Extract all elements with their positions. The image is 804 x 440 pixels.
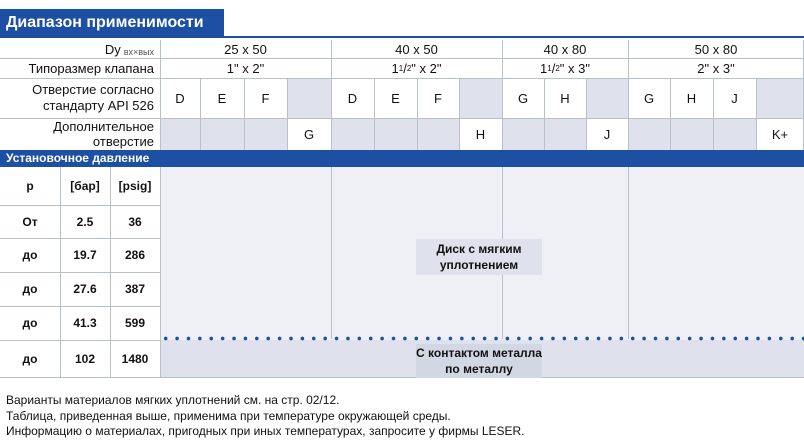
pressure-p-cell: до bbox=[22, 316, 38, 330]
pressure-psig-cell: 286 bbox=[124, 248, 146, 262]
grid-line bbox=[544, 78, 545, 150]
col-bar: [бар] bbox=[70, 179, 100, 193]
extra-empty-cell bbox=[713, 118, 756, 150]
grid-line bbox=[502, 40, 503, 150]
grid-line bbox=[0, 306, 160, 307]
grid-line bbox=[586, 78, 587, 150]
orifice-letter: D bbox=[347, 90, 358, 106]
extra-empty-cell bbox=[374, 118, 417, 150]
orifice-letter: D bbox=[175, 90, 185, 106]
orifice-letter: H bbox=[560, 90, 570, 106]
metal-contact-label bbox=[416, 344, 542, 378]
grid-line bbox=[200, 78, 201, 150]
orifice-letter: G bbox=[517, 90, 529, 106]
set-pressure-band: Установочное давление bbox=[0, 150, 804, 167]
orifice-letter: J bbox=[731, 90, 738, 106]
valve-size: 1 1 / 2 " x 2" bbox=[391, 60, 442, 76]
valve-size: 2" x 3" bbox=[697, 60, 735, 76]
dy-group: 25 x 50 bbox=[224, 41, 267, 57]
pressure-psig-cell: 36 bbox=[128, 214, 142, 229]
extra-orifice-letter: H bbox=[475, 126, 486, 142]
extra-orifice-letter: G bbox=[303, 126, 315, 142]
pressure-p-cell: От bbox=[22, 214, 38, 229]
grid-line bbox=[459, 78, 460, 150]
grid-line bbox=[0, 118, 804, 119]
grid-line bbox=[331, 40, 332, 150]
valve-size: 1 1 / 2 " x 3" bbox=[540, 60, 590, 76]
title-rule bbox=[0, 36, 804, 38]
extra-empty-cell bbox=[417, 118, 459, 150]
orifice-letter: F bbox=[434, 90, 442, 106]
extra-orifice-label: Дополнительное отверстие bbox=[53, 119, 154, 149]
extra-empty-cell bbox=[628, 118, 670, 150]
orifice-letter: G bbox=[643, 90, 655, 106]
grid-line bbox=[160, 167, 161, 377]
pressure-p-cell: до bbox=[22, 248, 38, 262]
extra-orifice-letter: J bbox=[603, 126, 611, 142]
grid-line bbox=[0, 205, 160, 206]
note-3: Информацию о материалах, пригодных при иных температурах, запросите у фирмы LESER. bbox=[6, 424, 525, 438]
pressure-p-cell: до bbox=[22, 282, 38, 296]
pressure-psig-cell: 1480 bbox=[121, 351, 149, 366]
orifice-letter: H bbox=[686, 90, 697, 106]
grid-line bbox=[628, 167, 629, 339]
valve-size: 1" x 2" bbox=[226, 60, 265, 76]
soft-seal-line-2: уплотнением bbox=[439, 258, 519, 272]
pressure-p-cell: до bbox=[22, 351, 38, 366]
grid-line bbox=[417, 78, 418, 150]
orifice-empty-cell bbox=[459, 78, 502, 118]
grid-line bbox=[244, 78, 245, 150]
extra-empty-cell bbox=[160, 118, 200, 150]
grid-line bbox=[331, 167, 332, 339]
grid-line bbox=[628, 40, 629, 150]
grid-line bbox=[0, 78, 804, 79]
size-label: Типоразмер клапана bbox=[28, 60, 154, 76]
section-title: Диапазон применимости bbox=[0, 9, 224, 36]
pressure-bar-cell: 2.5 bbox=[76, 214, 94, 229]
pressure-psig-cell: 387 bbox=[124, 282, 146, 296]
orifice-letter: E bbox=[391, 90, 400, 106]
dy-group: 40 x 80 bbox=[543, 41, 587, 57]
grid-line bbox=[0, 377, 804, 378]
extra-empty-cell bbox=[670, 118, 713, 150]
grid-line bbox=[0, 340, 160, 341]
extra-empty-cell bbox=[502, 118, 544, 150]
grid-line bbox=[0, 272, 160, 273]
extra-empty-cell bbox=[331, 118, 374, 150]
orifice-empty-cell bbox=[287, 78, 331, 118]
metal-line-1: С контактом металла bbox=[416, 346, 542, 360]
extra-empty-cell bbox=[244, 118, 287, 150]
grid-line bbox=[0, 238, 160, 239]
note-1: Варианты материалов мягких уплотнений см. на стр. 02/12. bbox=[6, 393, 340, 407]
grid-line bbox=[287, 78, 288, 150]
note-2: Таблица, приведенная выше, применима при температуре окружающей среды. bbox=[6, 408, 451, 423]
grid-line bbox=[670, 78, 671, 150]
dy-group: 40 x 50 bbox=[395, 41, 438, 57]
dy-group: 50 x 80 bbox=[694, 41, 738, 57]
orifice-letter: F bbox=[261, 90, 270, 106]
grid-line bbox=[713, 78, 714, 150]
grid-line bbox=[756, 78, 757, 150]
grid-line bbox=[0, 58, 804, 59]
pressure-bar-cell: 41.3 bbox=[73, 316, 97, 330]
soft-seal-line-1: Диск с мягким bbox=[436, 242, 522, 256]
orifice-empty-cell bbox=[586, 78, 628, 118]
metal-line-2: по металлу bbox=[445, 362, 513, 376]
boundary-dotted-line bbox=[160, 336, 804, 341]
orifice-empty-cell bbox=[756, 78, 804, 118]
grid-line bbox=[160, 40, 161, 150]
footnotes bbox=[6, 393, 525, 440]
extra-empty-cell bbox=[200, 118, 244, 150]
orifice-label: Отверстие согласно стандарту API 526 bbox=[32, 82, 154, 113]
soft-seal-label bbox=[416, 239, 542, 275]
pressure-bar-cell: 27.6 bbox=[73, 282, 97, 296]
pressure-psig-cell: 599 bbox=[124, 316, 146, 330]
grid-line bbox=[374, 78, 375, 150]
col-p: p bbox=[26, 179, 34, 193]
pressure-bar-cell: 102 bbox=[74, 351, 96, 366]
pressure-bar-cell: 19.7 bbox=[73, 248, 97, 262]
dy-label: Dy вх×вых bbox=[104, 41, 154, 57]
orifice-letter: E bbox=[217, 90, 227, 106]
grid-line bbox=[60, 167, 61, 377]
grid-line bbox=[110, 167, 111, 377]
extra-empty-cell bbox=[544, 118, 586, 150]
col-psig: [psig] bbox=[118, 179, 152, 193]
extra-orifice-letter: K+ bbox=[771, 126, 789, 142]
